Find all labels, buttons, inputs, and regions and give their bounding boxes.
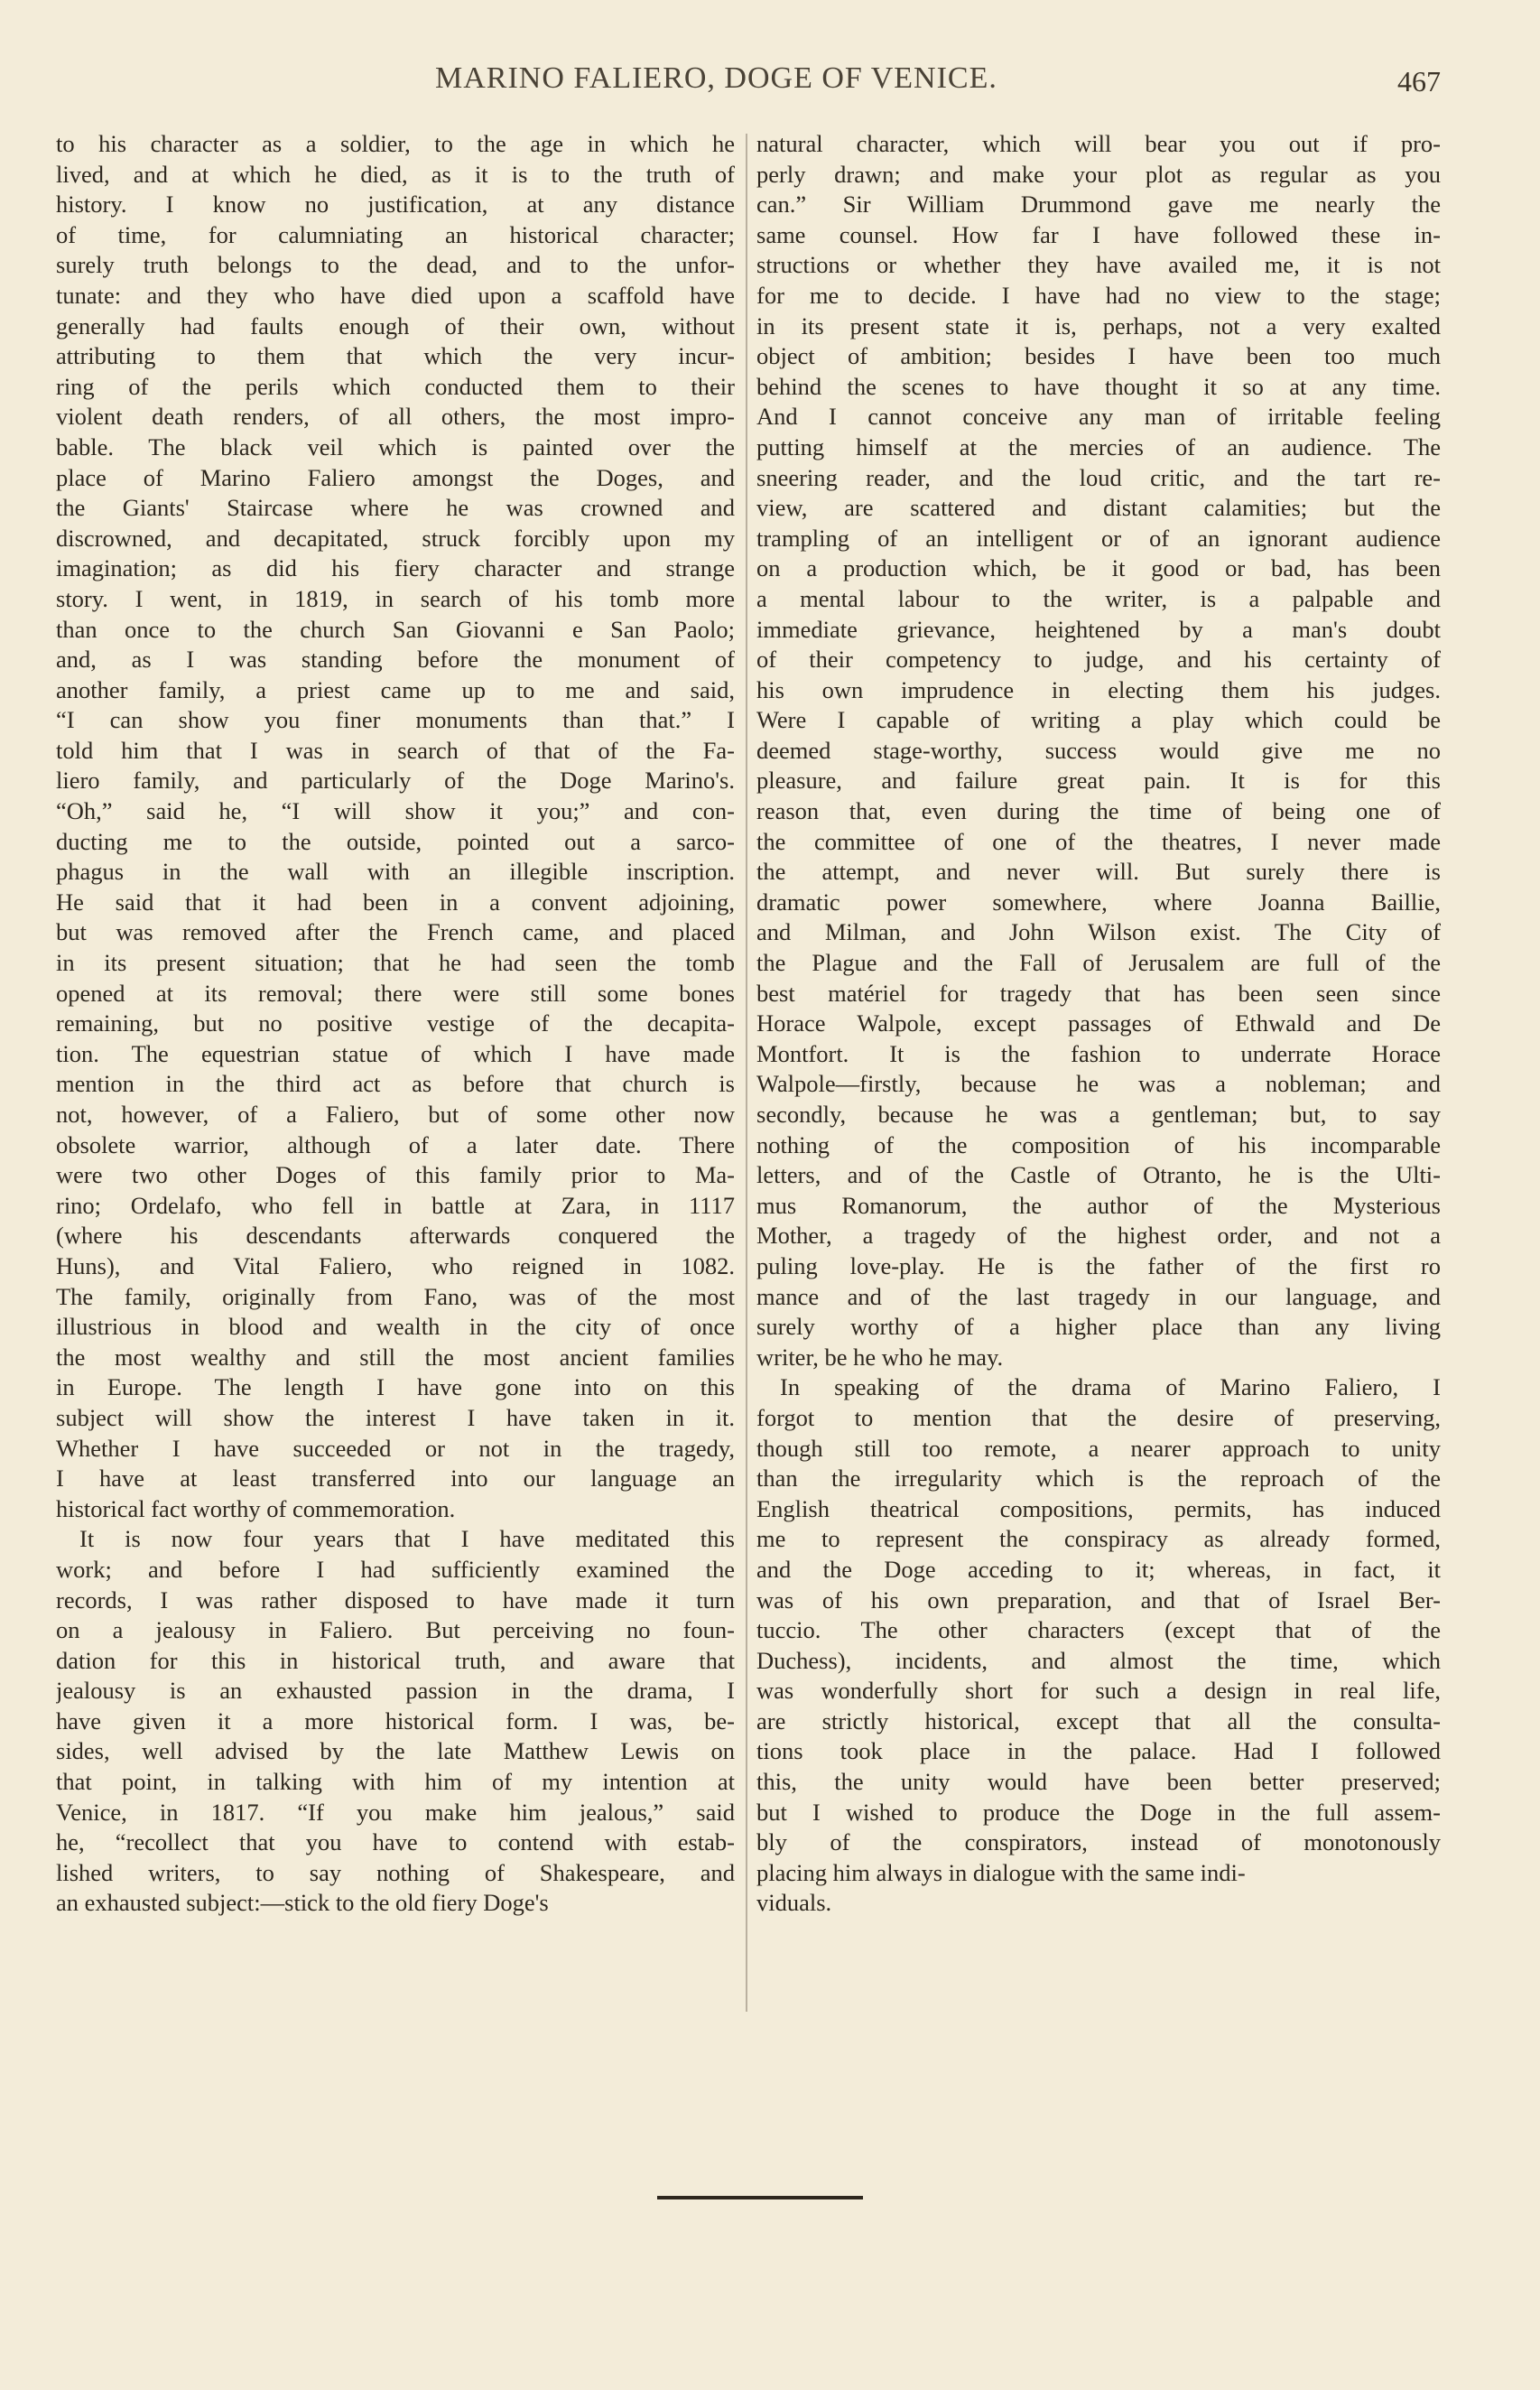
text-line: I have at least transferred into our language an <box>56 1465 735 1493</box>
text-line: me to represent the conspiracy as already formed, <box>756 1525 1441 1553</box>
text-line: the Plague and the Fall of Jerusalem are full of the <box>756 949 1441 977</box>
text-line: English theatrical compositions, permits, has induced <box>756 1494 1441 1522</box>
text-line: forgot to mention that the desire of preserving, <box>756 1403 1441 1431</box>
end-rule <box>657 2196 863 2199</box>
running-title: MARINO FALIERO, DOGE OF VENICE. <box>435 61 997 95</box>
text-line: though still too remote, a nearer approach to unity <box>756 1434 1441 1462</box>
text-line: Were I capable of writing a play which could be <box>756 706 1441 734</box>
text-line: natural character, which will bear you out if pro- <box>756 130 1441 157</box>
text-line: of their competency to judge, and his certainty of <box>756 646 1441 674</box>
left-column <box>56 129 735 1919</box>
text-line: behind the scenes to have thought it so at any time. <box>756 372 1441 400</box>
text-line: rino; Ordelafo, who fell in battle at Zara, in 1117 <box>56 1191 735 1219</box>
text-line: (where his descendants afterwards conquered the <box>56 1222 735 1250</box>
text-line: Huns), and Vital Faliero, who reigned in 1082. <box>56 1251 735 1279</box>
text-line: Duchess), incidents, and almost the time, which <box>756 1646 1441 1674</box>
text-line: trampling of an intelligent or of an ignorant audience <box>756 524 1441 552</box>
text-line: discrowned, and decapitated, struck forcibly upon my <box>56 524 735 552</box>
text-line: jealousy is an exhausted passion in the drama, I <box>56 1677 735 1705</box>
text-line: obsolete warrior, although of a later date. There <box>56 1130 735 1158</box>
text-line: was of his own preparation, and that of Israel Ber- <box>756 1586 1441 1613</box>
text-line: mus Romanorum, the author of the Mysterious <box>756 1191 1441 1219</box>
text-line: “I can show you finer monuments than that.” I <box>56 706 735 734</box>
text-line: Horace Walpole, except passages of Ethwald and De <box>756 1009 1441 1037</box>
text-line: history. I know no justification, at any distance <box>56 191 735 219</box>
text-line: surely truth belongs to the dead, and to the unfor- <box>56 251 735 279</box>
text-line: dation for this in historical truth, and aware that <box>56 1646 735 1674</box>
text-line: are strictly historical, except that all the consulta- <box>756 1706 1441 1734</box>
text-line: phagus in the wall with an illegible inscription. <box>56 858 735 886</box>
text-line: to his character as a soldier, to the age in which he <box>56 130 735 157</box>
text-line: records, I was rather disposed to have made it turn <box>56 1586 735 1613</box>
text-line: Venice, in 1817. “If you make him jealous,” said <box>56 1798 735 1826</box>
text-line: a mental labour to the writer, is a palpable and <box>756 584 1441 612</box>
text-line: historical fact worthy of commemoration. <box>56 1494 456 1522</box>
text-line: than once to the church San Giovanni e San Paolo; <box>56 615 735 643</box>
text-line: putting himself at the mercies of an audience. The <box>756 432 1441 460</box>
text-line: bable. The black veil which is painted over the <box>56 432 735 460</box>
text-line: sneering reader, and the loud critic, and the tart re- <box>756 463 1441 491</box>
text-line: was wonderfully short for such a design in real life, <box>756 1677 1441 1705</box>
text-line: the committee of one of the theatres, I never made <box>756 827 1441 855</box>
text-line: ring of the perils which conducted them to their <box>56 372 735 400</box>
text-line: on a production which, be it good or bad, has been <box>756 554 1441 582</box>
text-line: work; and before I had sufficiently examined the <box>56 1555 735 1583</box>
text-line: not, however, of a Faliero, but of some other now <box>56 1101 735 1128</box>
text-line: than the irregularity which is the reproach of the <box>756 1465 1441 1493</box>
text-line: It is now four years that I have meditated this <box>79 1525 735 1553</box>
text-line: puling love-play. He is the father of the first ro <box>756 1251 1441 1279</box>
text-line: Montfort. It is the fashion to underrate Horace <box>756 1039 1441 1067</box>
text-line: have given it a more historical form. I was, be- <box>56 1706 735 1734</box>
text-line: structions or whether they have availed me, it is not <box>756 251 1441 279</box>
text-line: lished writers, to say nothing of Shakespeare, and <box>56 1858 735 1886</box>
text-line: opened at its removal; there were still some bones <box>56 979 735 1007</box>
text-line: the most wealthy and still the most ancient families <box>56 1343 735 1371</box>
text-line: letters, and of the Castle of Otranto, he is the Ulti- <box>756 1161 1441 1189</box>
text-line: lived, and at which he died, as it is to the truth of <box>56 160 735 188</box>
page-number: 467 <box>1397 65 1441 98</box>
text-line: can.” Sir William Drummond gave me nearly the <box>756 191 1441 219</box>
text-line: he, “recollect that you have to contend with estab- <box>56 1828 735 1856</box>
text-line: story. I went, in 1819, in search of his tomb more <box>56 584 735 612</box>
text-line: secondly, because he was a gentleman; but, to say <box>756 1101 1441 1128</box>
text-line: subject will show the interest I have taken in it. <box>56 1403 735 1431</box>
text-line: told him that I was in search of that of the Fa- <box>56 736 735 764</box>
text-line: The family, originally from Fano, was of the most <box>56 1282 735 1310</box>
text-line: violent death renders, of all others, the most impro- <box>56 403 735 431</box>
text-line: in its present situation; that he had seen the tomb <box>56 949 735 977</box>
text-line: Walpole—firstly, because he was a nobleman; and <box>756 1070 1441 1098</box>
text-line: Mother, a tragedy of the highest order, and not a <box>756 1222 1441 1250</box>
text-line: pleasure, and failure great pain. It is for this <box>756 767 1441 795</box>
text-line: writer, be he who he may. <box>756 1343 1004 1371</box>
text-line: reason that, even during the time of being one of <box>756 797 1441 825</box>
text-line: “Oh,” said he, “I will show it you;” and con- <box>56 797 735 825</box>
text-line: on a jealousy in Faliero. But perceiving no foun- <box>56 1616 735 1644</box>
text-line: attributing to them that which the very incur- <box>56 342 735 370</box>
text-line: tunate: and they who have died upon a scaffold have <box>56 281 735 309</box>
text-line: imagination; as did his fiery character and strange <box>56 554 735 582</box>
text-line: dramatic power somewhere, where Joanna Baillie, <box>756 888 1441 916</box>
right-column <box>756 129 1441 1919</box>
text-line: his own imprudence in electing them his judges. <box>756 675 1441 703</box>
text-line: place of Marino Faliero amongst the Doges, and <box>56 463 735 491</box>
text-line: but I wished to produce the Doge in the full assem- <box>756 1798 1441 1826</box>
text-line: placing him always in dialogue with the same indi- <box>756 1858 1246 1886</box>
text-line: best matériel for tragedy that has been seen since <box>756 979 1441 1007</box>
text-line: tion. The equestrian statue of which I have made <box>56 1039 735 1067</box>
text-line: an exhausted subject:—stick to the old fiery Doge's <box>56 1889 549 1917</box>
text-line: remaining, but no positive vestige of the decapita- <box>56 1009 735 1037</box>
text-line: mention in the third act as before that church is <box>56 1070 735 1098</box>
text-line: nothing of the composition of his incomparable <box>756 1130 1441 1158</box>
text-line: perly drawn; and make your plot as regular as you <box>756 160 1441 188</box>
text-line: but was removed after the French came, and placed <box>56 918 735 946</box>
text-line: the attempt, and never will. But surely there is <box>756 858 1441 886</box>
text-line: view, are scattered and distant calamities; but the <box>756 494 1441 522</box>
column-divider <box>746 134 747 2012</box>
text-line: generally had faults enough of their own, without <box>56 312 735 339</box>
text-line: that point, in talking with him of my intention at <box>56 1768 735 1796</box>
text-line: sides, well advised by the late Matthew Lewis on <box>56 1737 735 1765</box>
text-line: in its present state it is, perhaps, not a very exalted <box>756 312 1441 339</box>
text-line: and, as I was standing before the monument of <box>56 646 735 674</box>
text-line: He said that it had been in a convent adjoining, <box>56 888 735 916</box>
text-line: bly of the conspirators, instead of monotonously <box>756 1828 1441 1856</box>
text-line: surely worthy of a higher place than any living <box>756 1313 1441 1341</box>
text-line: in Europe. The length I have gone into on this <box>56 1373 735 1401</box>
text-line: were two other Doges of this family prior to Ma- <box>56 1161 735 1189</box>
text-line: mance and of the last tragedy in our language, and <box>756 1282 1441 1310</box>
text-line: tions took place in the palace. Had I followed <box>756 1737 1441 1765</box>
running-head <box>0 61 1540 107</box>
text-line: for me to decide. I have had no view to the stage; <box>756 281 1441 309</box>
text-line: viduals. <box>756 1889 832 1917</box>
text-line: tuccio. The other characters (except that of the <box>756 1616 1441 1644</box>
text-line: ducting me to the outside, pointed out a sarco- <box>56 827 735 855</box>
text-line: object of ambition; besides I have been too much <box>756 342 1441 370</box>
text-line: liero family, and particularly of the Doge Marino's. <box>56 767 735 795</box>
text-line: deemed stage-worthy, success would give me no <box>756 736 1441 764</box>
text-line: and Milman, and John Wilson exist. The City of <box>756 918 1441 946</box>
text-line: another family, a priest came up to me and said, <box>56 675 735 703</box>
text-line: And I cannot conceive any man of irritable feeling <box>756 403 1441 431</box>
text-line: and the Doge acceding to it; whereas, in fact, it <box>756 1555 1441 1583</box>
text-line: immediate grievance, heightened by a man's doubt <box>756 615 1441 643</box>
text-line: same counsel. How far I have followed these in- <box>756 220 1441 248</box>
text-line: Whether I have succeeded or not in the tragedy, <box>56 1434 735 1462</box>
text-line: the Giants' Staircase where he was crowned and <box>56 494 735 522</box>
text-line: illustrious in blood and wealth in the city of once <box>56 1313 735 1341</box>
text-line: of time, for calumniating an historical character; <box>56 220 735 248</box>
text-line: this, the unity would have been better preserved; <box>756 1768 1441 1796</box>
text-line: In speaking of the drama of Marino Faliero, I <box>780 1373 1441 1401</box>
